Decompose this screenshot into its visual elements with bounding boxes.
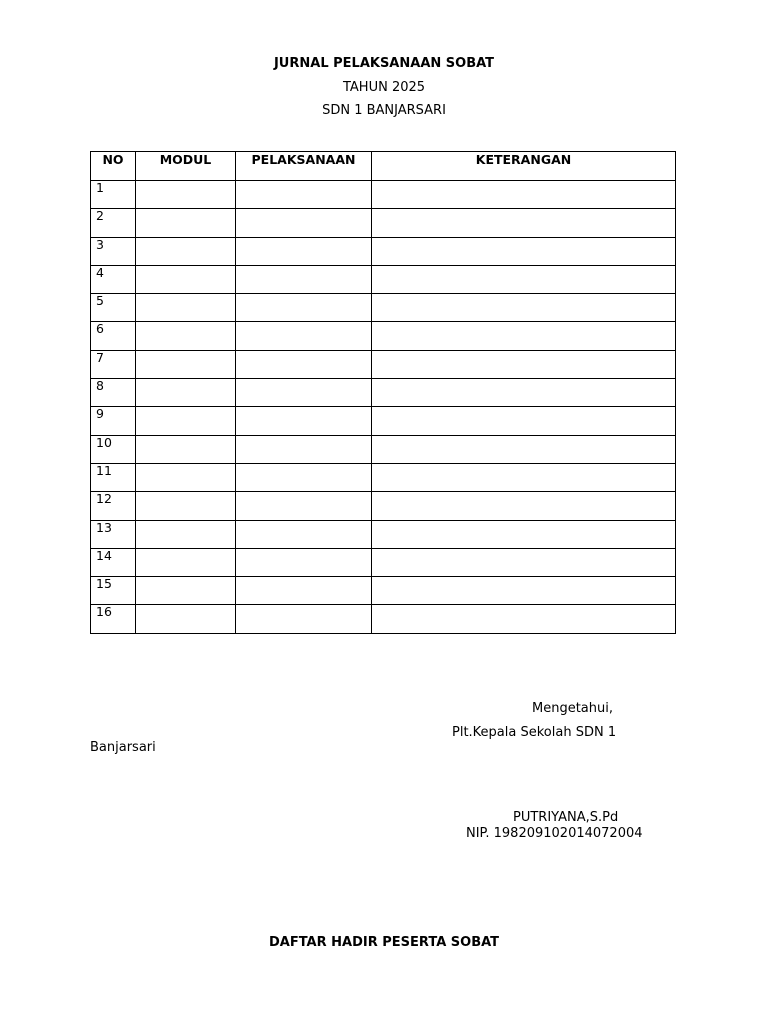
pelaksanaan-cell xyxy=(236,605,372,633)
keterangan-cell xyxy=(372,181,676,209)
keterangan-cell xyxy=(372,407,676,435)
table-row xyxy=(91,407,676,435)
document-title: JURNAL PELAKSANAAN SOBAT xyxy=(273,56,495,71)
table-row xyxy=(91,209,676,237)
keterangan-cell xyxy=(372,577,676,605)
modul-cell xyxy=(136,379,236,407)
table-row xyxy=(91,520,676,548)
keterangan-cell xyxy=(372,379,676,407)
table-row xyxy=(91,548,676,576)
column-header-keterangan: KETERANGAN xyxy=(372,152,676,181)
signer-position-line2: Banjarsari xyxy=(90,740,156,755)
table-row xyxy=(91,265,676,293)
table-row xyxy=(91,435,676,463)
table-row xyxy=(91,492,676,520)
modul-cell xyxy=(136,463,236,491)
table-row xyxy=(91,605,676,633)
table-row xyxy=(91,463,676,491)
pelaksanaan-cell xyxy=(236,322,372,350)
modul-cell xyxy=(136,294,236,322)
pelaksanaan-cell xyxy=(236,265,372,293)
keterangan-cell xyxy=(372,548,676,576)
keterangan-cell xyxy=(372,265,676,293)
row-number-cell: 13 xyxy=(91,520,136,548)
modul-cell xyxy=(136,237,236,265)
table-row xyxy=(91,379,676,407)
journal-table-body xyxy=(91,181,676,634)
modul-cell xyxy=(136,548,236,576)
modul-cell xyxy=(136,492,236,520)
row-number-cell: 10 xyxy=(91,435,136,463)
table-row xyxy=(91,181,676,209)
modul-cell xyxy=(136,407,236,435)
signer-nip: NIP. 198209102014072004 xyxy=(466,826,643,841)
row-number-cell: 8 xyxy=(91,379,136,407)
row-number-cell: 1 xyxy=(91,181,136,209)
attendance-list-title: DAFTAR HADIR PESERTA SOBAT xyxy=(268,935,500,950)
table-row xyxy=(91,237,676,265)
keterangan-cell xyxy=(372,492,676,520)
row-number-cell: 15 xyxy=(91,577,136,605)
keterangan-cell xyxy=(372,605,676,633)
pelaksanaan-cell xyxy=(236,520,372,548)
column-header-pelaksanaan: PELAKSANAAN xyxy=(236,152,372,181)
row-number-cell: 2 xyxy=(91,209,136,237)
keterangan-cell xyxy=(372,294,676,322)
school-name: SDN 1 BANJARSARI xyxy=(322,103,446,118)
modul-cell xyxy=(136,605,236,633)
keterangan-cell xyxy=(372,350,676,378)
document-year: TAHUN 2025 xyxy=(342,80,426,95)
signer-position-line1: Plt.Kepala Sekolah SDN 1 xyxy=(452,725,617,740)
pelaksanaan-cell xyxy=(236,435,372,463)
row-number-cell: 12 xyxy=(91,492,136,520)
pelaksanaan-cell xyxy=(236,577,372,605)
pelaksanaan-cell xyxy=(236,548,372,576)
row-number-cell: 7 xyxy=(91,350,136,378)
modul-cell xyxy=(136,265,236,293)
keterangan-cell xyxy=(372,463,676,491)
pelaksanaan-cell xyxy=(236,237,372,265)
modul-cell xyxy=(136,322,236,350)
table-row xyxy=(91,577,676,605)
row-number-cell: 4 xyxy=(91,265,136,293)
row-number-cell: 11 xyxy=(91,463,136,491)
row-number-cell: 6 xyxy=(91,322,136,350)
keterangan-cell xyxy=(372,435,676,463)
row-number-cell: 3 xyxy=(91,237,136,265)
pelaksanaan-cell xyxy=(236,294,372,322)
modul-cell xyxy=(136,435,236,463)
row-number-cell: 14 xyxy=(91,548,136,576)
keterangan-cell xyxy=(372,520,676,548)
pelaksanaan-cell xyxy=(236,492,372,520)
table-row xyxy=(91,294,676,322)
journal-table xyxy=(90,151,676,634)
modul-cell xyxy=(136,181,236,209)
table-row xyxy=(91,350,676,378)
keterangan-cell xyxy=(372,209,676,237)
keterangan-cell xyxy=(372,237,676,265)
row-number-cell: 16 xyxy=(91,605,136,633)
keterangan-cell xyxy=(372,322,676,350)
acknowledged-label: Mengetahui, xyxy=(532,701,613,716)
pelaksanaan-cell xyxy=(236,181,372,209)
signer-name: PUTRIYANA,S.Pd xyxy=(513,810,619,825)
column-header-no: NO xyxy=(91,152,136,181)
pelaksanaan-cell xyxy=(236,463,372,491)
pelaksanaan-cell xyxy=(236,407,372,435)
table-header-row xyxy=(91,152,676,181)
pelaksanaan-cell xyxy=(236,350,372,378)
row-number-cell: 5 xyxy=(91,294,136,322)
modul-cell xyxy=(136,350,236,378)
row-number-cell: 9 xyxy=(91,407,136,435)
table-row xyxy=(91,322,676,350)
modul-cell xyxy=(136,209,236,237)
column-header-modul: MODUL xyxy=(136,152,236,181)
pelaksanaan-cell xyxy=(236,209,372,237)
modul-cell xyxy=(136,577,236,605)
modul-cell xyxy=(136,520,236,548)
pelaksanaan-cell xyxy=(236,379,372,407)
